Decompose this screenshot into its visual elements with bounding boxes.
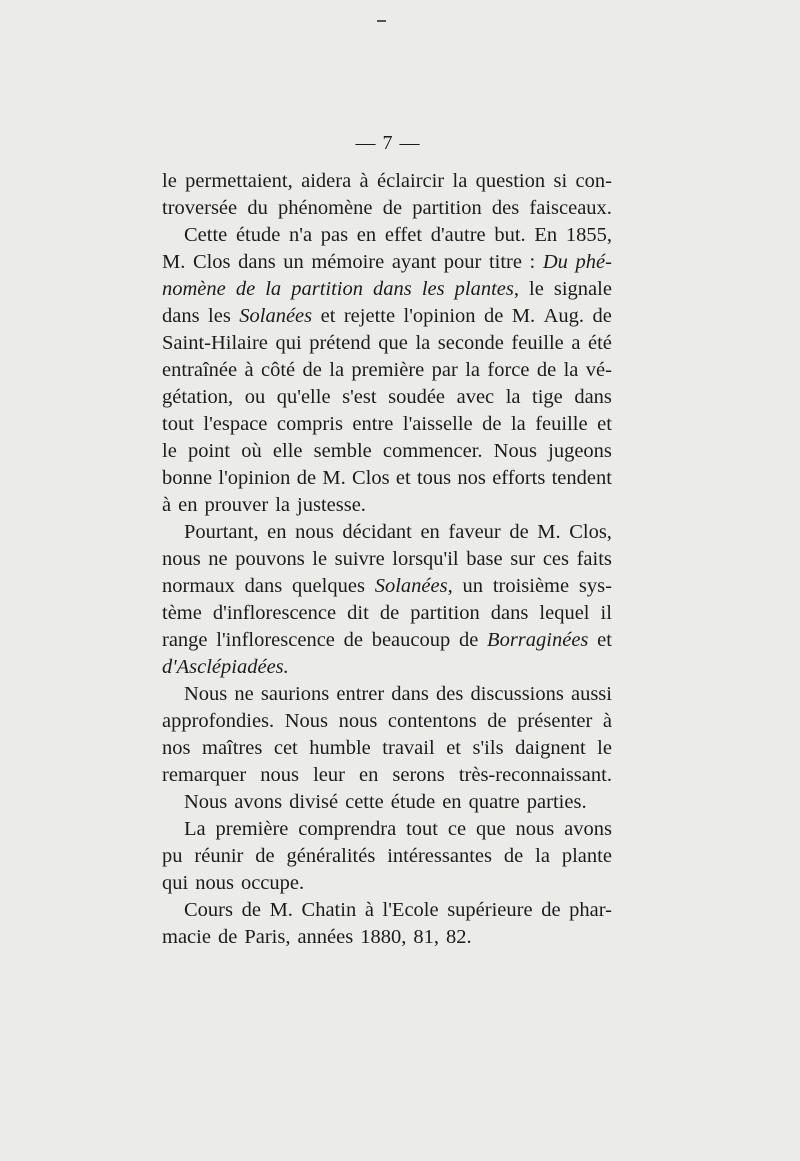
word: par <box>431 359 458 381</box>
word: présenter <box>517 710 593 732</box>
word: nous <box>295 521 334 543</box>
word: de <box>296 467 317 489</box>
word: de <box>217 926 238 948</box>
word: l'opinion <box>403 305 476 327</box>
word: en <box>178 494 198 516</box>
word: tige <box>532 386 563 408</box>
word: Nous <box>493 440 537 462</box>
word: décidant <box>342 521 412 543</box>
word: M. <box>322 467 346 489</box>
word: M. <box>269 899 293 921</box>
word: de <box>482 413 502 435</box>
word: feuille <box>511 332 564 354</box>
word: de <box>302 359 322 381</box>
text-line <box>162 249 612 276</box>
word: effet <box>384 224 423 246</box>
word: la <box>510 413 526 435</box>
text-line <box>162 735 612 762</box>
word: l'inflorescence <box>216 629 335 651</box>
word: maîtres <box>202 737 263 759</box>
word: vé- <box>585 359 612 381</box>
word: intéressantes <box>387 845 492 867</box>
word: prétend <box>309 332 371 354</box>
word: serons <box>392 764 445 786</box>
word: dans <box>238 251 276 273</box>
word: dans <box>574 386 612 408</box>
word: M. <box>162 251 186 273</box>
text-line <box>162 762 612 789</box>
word: les <box>208 305 231 327</box>
word: Pourtant, <box>184 521 259 543</box>
word: entre <box>352 413 394 435</box>
word: 81, <box>413 926 439 948</box>
word: daignent <box>515 737 586 759</box>
word: tous <box>416 467 452 489</box>
word: elle <box>272 440 303 462</box>
text-line <box>162 438 612 465</box>
word: de <box>592 305 612 327</box>
word: ou <box>244 386 266 408</box>
word: côté <box>260 359 296 381</box>
word: qui <box>275 332 302 354</box>
word: que <box>476 818 506 840</box>
word: : <box>529 251 536 273</box>
word: l'aisselle <box>402 413 473 435</box>
word: 1880, <box>360 926 407 948</box>
word: semble <box>313 440 372 462</box>
word: rejette <box>343 305 396 327</box>
word: La <box>184 818 206 840</box>
word: humble <box>309 737 371 759</box>
word: nous <box>515 818 555 840</box>
word: leur <box>313 764 345 786</box>
word: sur <box>510 548 536 570</box>
word: dans <box>490 602 529 624</box>
text-line <box>162 870 612 897</box>
word: faisceaux. <box>529 197 612 219</box>
text-line <box>162 303 612 330</box>
word: quelques <box>292 575 365 597</box>
text-line <box>162 654 612 681</box>
word: réunir <box>194 845 244 867</box>
word: approfondies. <box>162 710 275 732</box>
word: signale <box>553 278 612 300</box>
text-line <box>162 492 612 519</box>
word: n'a <box>289 224 313 246</box>
word: en <box>267 521 287 543</box>
word: pour <box>443 251 482 273</box>
word: que <box>378 332 408 354</box>
text-line <box>162 708 612 735</box>
text-line <box>162 330 612 357</box>
word: tendent <box>551 467 612 489</box>
word: étude <box>235 224 281 246</box>
word: con- <box>575 170 612 192</box>
word: de <box>343 629 363 651</box>
word: généralités <box>286 845 376 867</box>
text-line <box>162 222 612 249</box>
word: en <box>442 791 462 813</box>
body-text <box>162 168 612 951</box>
word: le <box>529 278 544 300</box>
word: de <box>241 899 261 921</box>
word: d'Asclépiadées. <box>162 656 289 678</box>
word: de <box>509 521 529 543</box>
word: contentons <box>387 710 477 732</box>
word: travail <box>382 737 435 759</box>
word: la <box>535 845 550 867</box>
text-line <box>162 519 612 546</box>
word: l'opinion <box>218 467 291 489</box>
word: point <box>187 440 231 462</box>
word: Nous <box>184 683 228 705</box>
word: a <box>571 332 581 354</box>
word: dit <box>347 602 369 624</box>
word: beaucoup <box>371 629 451 651</box>
word: Solanées <box>239 305 313 327</box>
word: années <box>297 926 354 948</box>
word: un <box>283 251 304 273</box>
word: dans <box>391 683 429 705</box>
text-line <box>162 843 612 870</box>
word: et <box>597 629 612 651</box>
word: bonne <box>162 467 213 489</box>
text-line <box>162 627 612 654</box>
word: commencer. <box>382 440 483 462</box>
word: nous <box>162 548 201 570</box>
word: s'ils <box>472 737 504 759</box>
word: M. <box>537 521 561 543</box>
word: le <box>162 170 177 192</box>
text-line <box>162 573 612 600</box>
word: d'inflorescence <box>212 602 337 624</box>
word: ne <box>208 548 228 570</box>
word: l'Ecole <box>382 899 439 921</box>
word: 1855, <box>565 224 612 246</box>
word: la <box>265 278 282 300</box>
word: Borraginées <box>487 629 589 651</box>
text-line <box>162 600 612 627</box>
word: qui <box>162 872 189 894</box>
word: En <box>534 224 558 246</box>
word: Chatin <box>301 899 357 921</box>
word: Saint-Hilaire <box>162 332 268 354</box>
word: dans <box>162 305 200 327</box>
word: le <box>597 737 612 759</box>
text-line <box>162 546 612 573</box>
word: gétation, <box>162 386 234 408</box>
word: il <box>600 602 612 624</box>
word: à <box>359 170 369 192</box>
word: sys- <box>578 575 612 597</box>
word: cette <box>345 791 384 813</box>
word: suivre <box>334 548 385 570</box>
word: range <box>162 629 208 651</box>
word: entraînée <box>162 359 238 381</box>
word: Clos, <box>569 521 612 543</box>
word: ces <box>542 548 570 570</box>
word: comprendra <box>298 818 397 840</box>
word: entrer <box>336 683 385 705</box>
word: la <box>452 170 468 192</box>
word: ne <box>234 683 254 705</box>
word: nos <box>457 467 486 489</box>
word: phé- <box>575 251 612 273</box>
word: lorsqu'il <box>392 548 459 570</box>
word: partition <box>291 278 363 300</box>
word: de <box>235 278 256 300</box>
top-margin-mark <box>377 20 386 22</box>
word: saurions <box>260 683 330 705</box>
word: de <box>541 899 561 921</box>
word: en <box>356 224 377 246</box>
word: de <box>484 305 504 327</box>
text-line <box>162 168 612 195</box>
word: partition <box>410 602 480 624</box>
word: cet <box>273 737 298 759</box>
word: troversée <box>162 197 238 219</box>
word: faits <box>576 548 612 570</box>
word: de <box>255 845 275 867</box>
word: à <box>602 710 612 732</box>
word: à <box>244 359 254 381</box>
word: nous <box>338 710 378 732</box>
word: jugeons <box>548 440 612 462</box>
word: 82. <box>445 926 472 948</box>
word: et <box>395 467 411 489</box>
word: dans <box>244 575 283 597</box>
word: très-reconnaissant. <box>458 764 612 786</box>
word: aussi <box>570 683 612 705</box>
word: faveur <box>448 521 501 543</box>
word: compris <box>276 413 343 435</box>
word: la <box>563 359 579 381</box>
word: aidera <box>301 170 352 192</box>
word: but. <box>494 224 526 246</box>
word: première <box>215 818 289 840</box>
word: soudée <box>388 386 446 408</box>
text-line <box>162 384 612 411</box>
word: nous <box>195 872 234 894</box>
word: tout <box>406 818 438 840</box>
word: et <box>446 737 461 759</box>
word: permettaient, <box>185 170 293 192</box>
word: l'espace <box>203 413 268 435</box>
word: en <box>420 521 440 543</box>
word: des <box>435 683 464 705</box>
word: M. <box>511 305 536 327</box>
word: justesse. <box>297 494 366 516</box>
word: occupe. <box>240 872 305 894</box>
word: dans <box>373 278 412 300</box>
word: Aug. <box>543 305 585 327</box>
word: pas <box>320 224 349 246</box>
text-line <box>162 357 612 384</box>
word: mémoire <box>311 251 385 273</box>
word: Clos <box>351 467 390 489</box>
word: le <box>312 548 328 570</box>
word: un <box>462 575 484 597</box>
word: été <box>588 332 612 354</box>
word: macie <box>162 926 211 948</box>
word: quatre <box>468 791 520 813</box>
word: de <box>379 602 400 624</box>
word: troisième <box>492 575 570 597</box>
word: de <box>382 197 403 219</box>
word: partition <box>412 197 482 219</box>
word: Clos <box>192 251 231 273</box>
word: d'autre <box>430 224 486 246</box>
word: nomène <box>162 278 226 300</box>
word: force <box>487 359 530 381</box>
word: s'est <box>342 386 377 408</box>
text-line <box>162 897 612 924</box>
word: normaux <box>162 575 235 597</box>
word: où <box>241 440 262 462</box>
word: à <box>162 494 172 516</box>
word: et <box>597 413 612 435</box>
word: qu'elle <box>276 386 331 408</box>
word: et <box>320 305 336 327</box>
word: la <box>275 494 291 516</box>
word: question <box>475 170 546 192</box>
word: les <box>421 278 445 300</box>
word: de <box>487 710 507 732</box>
word: remarquer <box>162 764 247 786</box>
word: parties. <box>526 791 587 813</box>
page-number: — 7 — <box>355 132 421 154</box>
text-line <box>162 924 612 951</box>
word: plantes, <box>454 278 519 300</box>
word: Du <box>542 251 568 273</box>
text-line <box>162 465 612 492</box>
word: avons <box>564 818 612 840</box>
word: si <box>553 170 568 192</box>
word: nous <box>260 764 300 786</box>
word: avec <box>456 386 495 408</box>
word: prouver <box>204 494 269 516</box>
word: à <box>364 899 374 921</box>
text-line <box>162 195 612 222</box>
word: tout <box>162 413 194 435</box>
word: du <box>247 197 268 219</box>
word: ce <box>447 818 467 840</box>
word: la <box>505 386 521 408</box>
word: le <box>162 440 177 462</box>
word: discussions <box>470 683 564 705</box>
word: en <box>358 764 379 786</box>
word: feuille <box>535 413 588 435</box>
text-line <box>162 789 612 816</box>
word: première <box>351 359 425 381</box>
word: étude <box>390 791 436 813</box>
word: nos <box>162 737 191 759</box>
word: pouvons <box>235 548 305 570</box>
word: Nous <box>184 791 228 813</box>
word: de <box>458 629 479 651</box>
text-line <box>162 411 612 438</box>
word: la <box>415 332 431 354</box>
word: Cours <box>184 899 233 921</box>
word: efforts <box>492 467 546 489</box>
word: avons <box>234 791 283 813</box>
word: de <box>536 359 557 381</box>
word: éclaircir <box>377 170 445 192</box>
word: Solanées, <box>374 575 453 597</box>
word: divisé <box>289 791 339 813</box>
text-line <box>162 681 612 708</box>
word: plante <box>561 845 612 867</box>
word: supérieure <box>447 899 533 921</box>
word: Nous <box>284 710 329 732</box>
text-line <box>162 276 612 303</box>
word: pu <box>162 845 183 867</box>
word: la <box>465 359 480 381</box>
word: tème <box>162 602 202 624</box>
word: phénomène <box>278 197 373 219</box>
word: ayant <box>391 251 437 273</box>
word: base <box>466 548 503 570</box>
word: de <box>503 845 524 867</box>
word: Paris, <box>244 926 291 948</box>
word: des <box>491 197 520 219</box>
word: seconde <box>437 332 504 354</box>
word: titre <box>488 251 522 273</box>
word: lequel <box>539 602 590 624</box>
word: la <box>329 359 345 381</box>
text-line <box>162 816 612 843</box>
word: phar- <box>569 899 612 921</box>
word: Cette <box>184 224 228 246</box>
